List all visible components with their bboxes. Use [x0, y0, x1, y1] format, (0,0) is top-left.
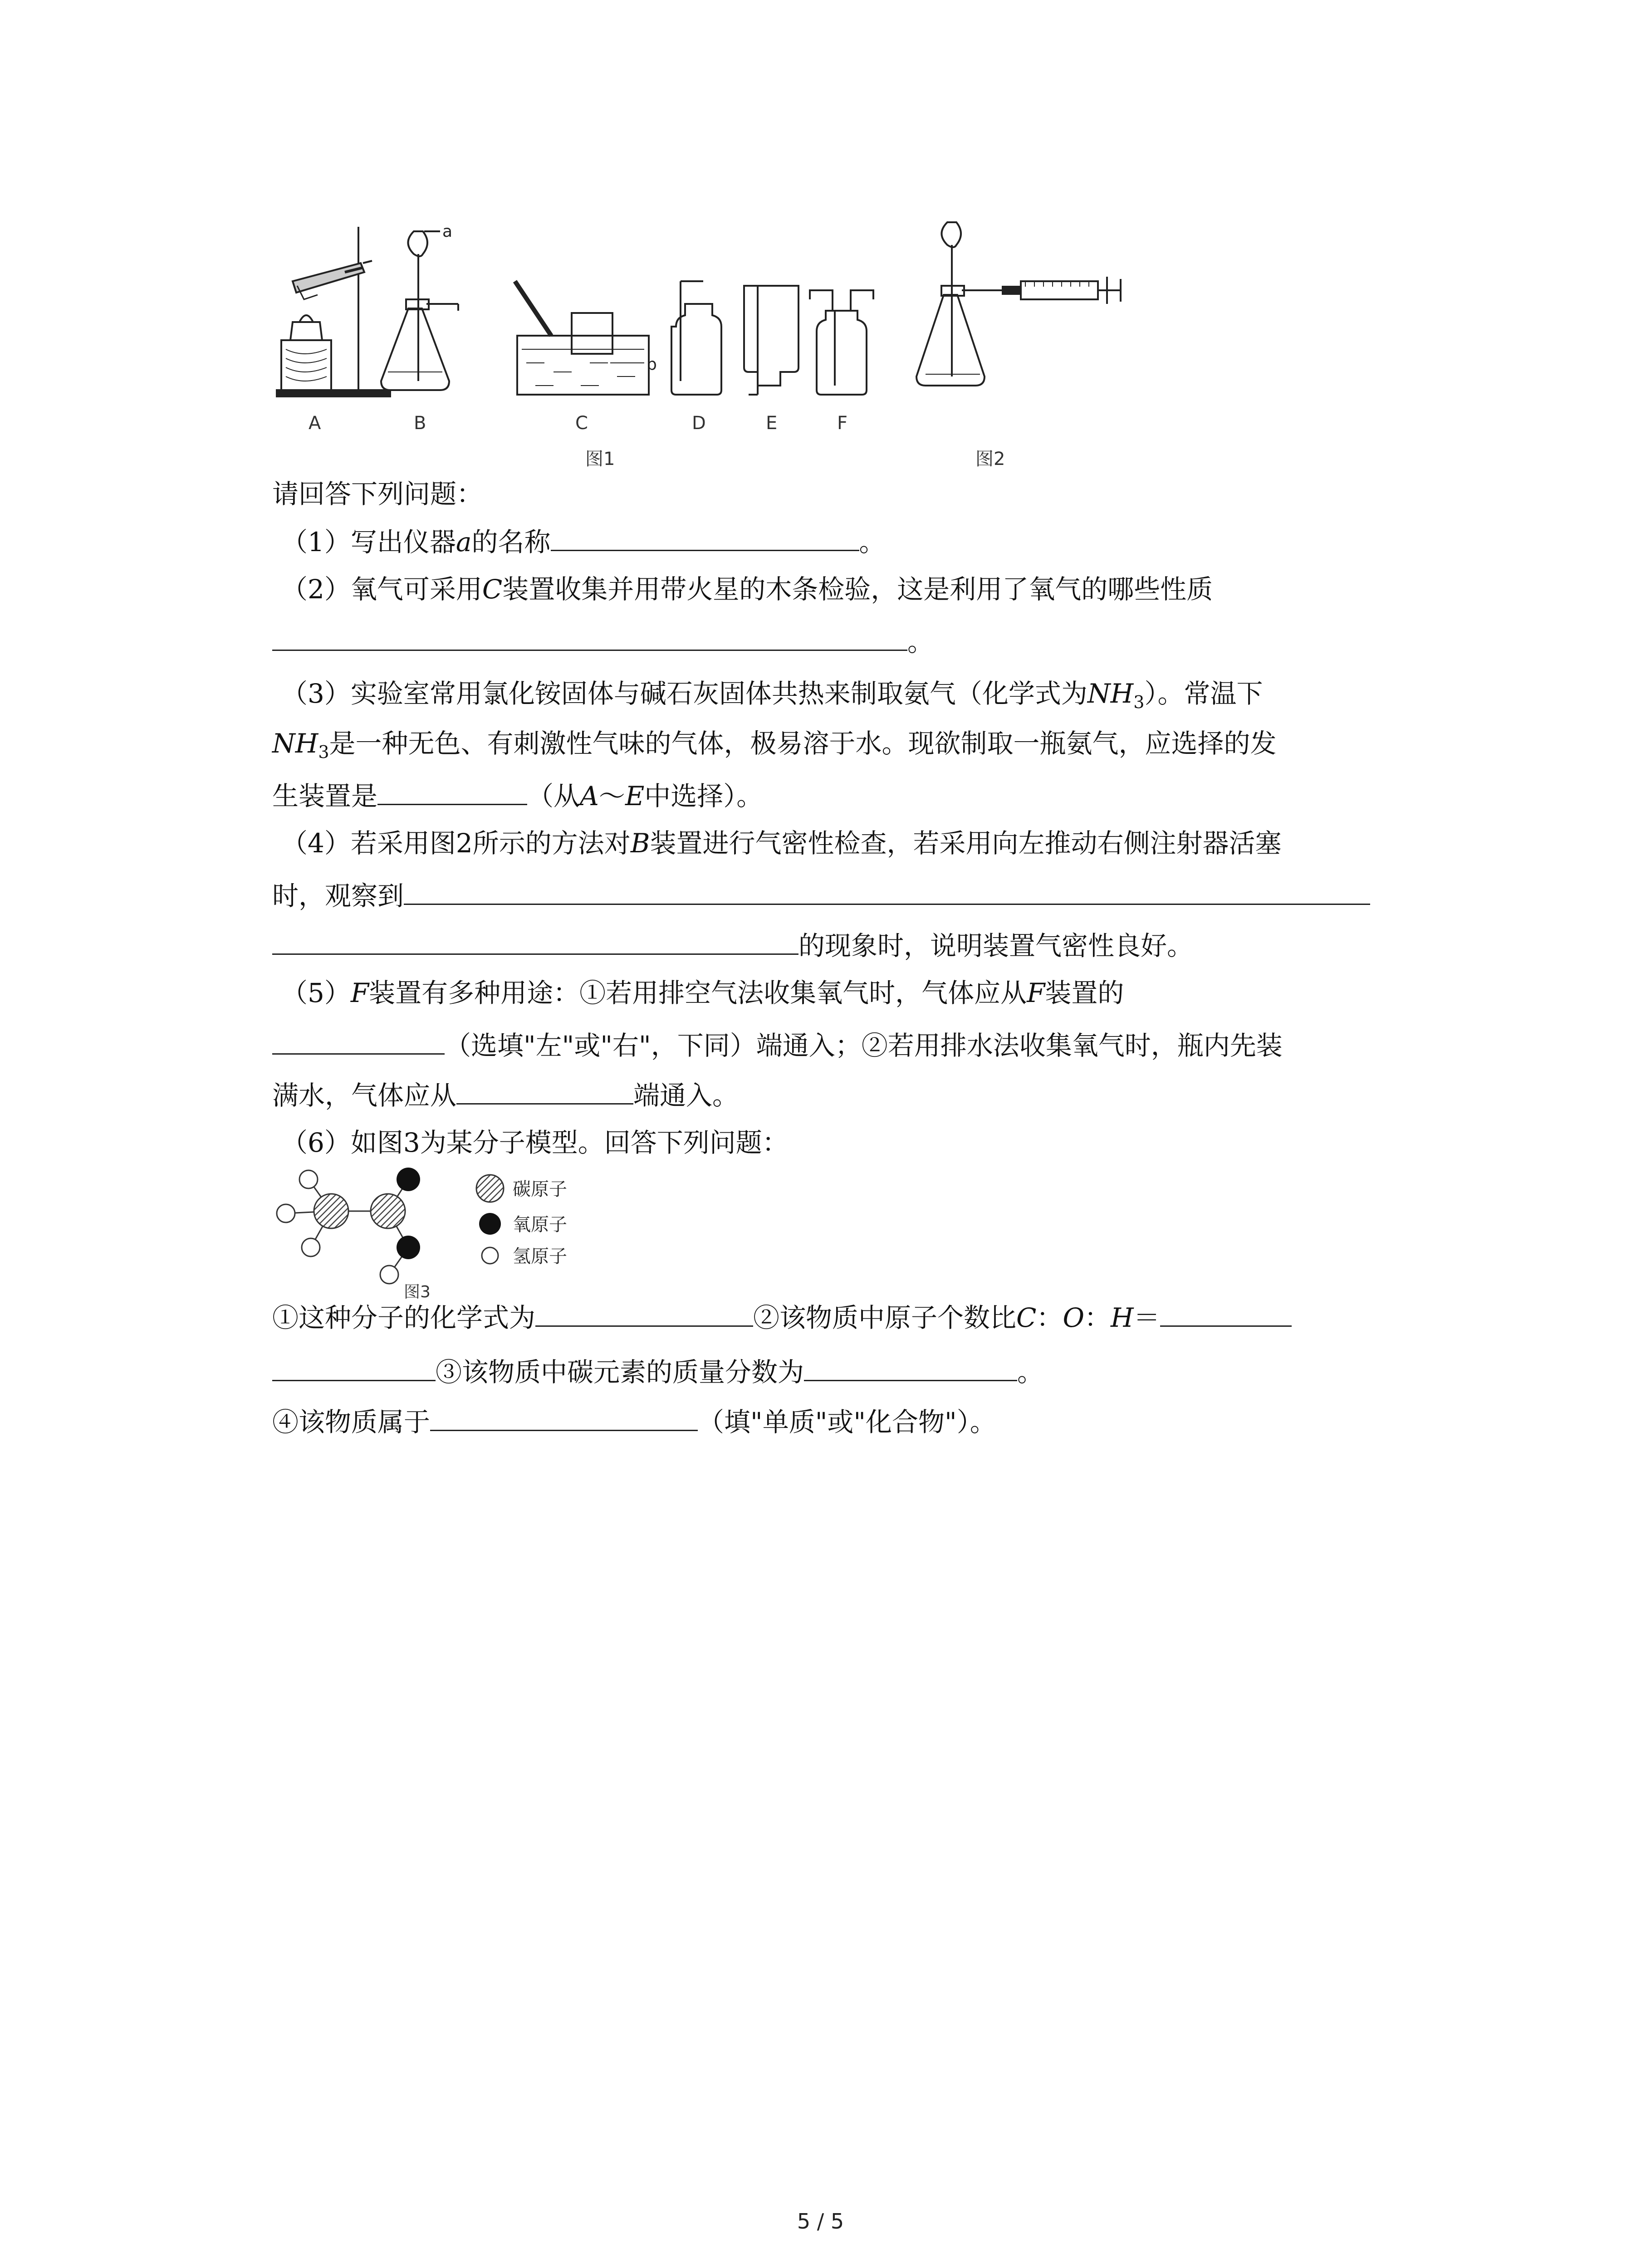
- oxygen-atom: [397, 1168, 420, 1191]
- q5-line2-text: （选填"左"或"右"，下同）端通入；②若用排水法收集氧气时，瓶内先装: [445, 1030, 1283, 1061]
- q4-answer-blank-1[interactable]: [404, 880, 1370, 905]
- apparatus-c: [515, 281, 657, 395]
- molecule-drawing: [272, 1161, 617, 1302]
- q6-sub1-text: ①这种分子的化学式为: [272, 1302, 536, 1333]
- q3-formula-2: NH: [272, 728, 318, 759]
- q5-text-mid: 装置有多种用途：①若用排空气法收集氧气时，气体应从: [369, 978, 1027, 1008]
- q6-ratio-colon-2: ：: [1084, 1302, 1111, 1333]
- apparatus-drawing: [272, 213, 1180, 467]
- q4-line2-text: 时，观察到: [272, 880, 404, 911]
- figure-2-caption: 图2: [975, 449, 1005, 469]
- question-3-line1: [272, 680, 1434, 730]
- q5-answer-blank-2[interactable]: [456, 1080, 633, 1105]
- figure-1-caption: 图1: [585, 449, 615, 469]
- q6-ratio-o: O: [1063, 1302, 1084, 1333]
- label-apparatus-b: B: [414, 413, 426, 434]
- q6-ratio-blank-2[interactable]: [272, 1356, 436, 1381]
- apparatus-b: [381, 222, 458, 390]
- q3-range-sep: ～: [598, 781, 625, 811]
- q5-var-2: F: [1027, 978, 1045, 1008]
- q3-range-start: A: [580, 781, 599, 811]
- q4-text-after: 装置进行气密性检查，若采用向左推动右侧注射器活塞: [650, 828, 1282, 859]
- q3-line3-end: 中选择）。: [644, 781, 763, 811]
- q2-var: C: [482, 574, 503, 605]
- q1-text: （1）写出仪器: [281, 527, 456, 557]
- label-apparatus-c: C: [575, 413, 588, 434]
- question-5-line1: [272, 980, 1434, 1030]
- legend-hydrogen-icon: [482, 1247, 498, 1264]
- intro-line: [272, 481, 1434, 526]
- q3-text: （3）实验室常用氯化铵固体与碱石灰固体共热来制取氨气（化学式为: [281, 678, 1087, 709]
- page-number: 5 / 5: [797, 2209, 844, 2234]
- q4-line3-text: 的现象时，说明装置气密性良好。: [798, 930, 1194, 961]
- q6-text: （6）如图3为某分子模型。回答下列问题：: [281, 1127, 789, 1158]
- question-3-line2: [272, 730, 1434, 780]
- apparatus-d: [671, 281, 721, 395]
- carbon-atom: [371, 1194, 405, 1228]
- q3-text-end: ）。常温下: [1144, 678, 1263, 709]
- q3-formula: NH: [1087, 678, 1134, 709]
- q6-classification-blank[interactable]: [430, 1406, 698, 1431]
- molecule-figure: [272, 1161, 617, 1302]
- question-4-line1: [272, 830, 1434, 880]
- q5-line3-text: 满水，气体应从: [272, 1080, 457, 1111]
- intro-text: 请回答下列问题：: [272, 479, 483, 509]
- q4-answer-blank-2[interactable]: [272, 930, 798, 955]
- q2-end: 。: [907, 626, 934, 657]
- q3-line2-text: 是一种无色、有刺激性气味的气体，极易溶于水。现欲制取一瓶氨气，应选择的发: [329, 728, 1277, 759]
- question-4-line3: [272, 930, 1434, 980]
- q6-line3: [272, 1406, 1434, 1456]
- q2-text-after: 装置收集并用带火星的木条检验，这是利用了氧气的哪些性质: [502, 574, 1213, 605]
- q5-line3-end: 端通入。: [633, 1080, 739, 1111]
- q6-formula-blank[interactable]: [535, 1302, 753, 1327]
- label-b: b: [647, 355, 657, 374]
- oxygen-atom: [397, 1236, 420, 1259]
- q5-answer-blank-1[interactable]: [272, 1030, 445, 1055]
- apparatus-f: [810, 290, 873, 395]
- question-block: [272, 481, 1434, 1179]
- q3-formula-sub: 3: [1133, 692, 1145, 712]
- figure-2-apparatus: [916, 222, 1121, 386]
- hydrogen-atom: [380, 1266, 398, 1284]
- legend-hydrogen-label: 氢原子: [513, 1246, 567, 1267]
- q6-line1: [272, 1302, 1434, 1356]
- q6-ratio-c: C: [1016, 1302, 1037, 1333]
- label-apparatus-e: E: [766, 413, 778, 434]
- question-5-line2: [272, 1030, 1434, 1080]
- q1-var: a: [456, 527, 472, 557]
- q6-mass-fraction-blank[interactable]: [804, 1356, 1017, 1381]
- legend-oxygen-icon: [479, 1213, 501, 1235]
- q3-line3-text: 生装置是: [272, 781, 378, 811]
- question-1: [272, 526, 1434, 576]
- apparatus-figures: [272, 213, 1180, 467]
- q1-end: 。: [859, 527, 886, 557]
- question-4-line2: [272, 880, 1434, 930]
- q6-ratio-blank-1[interactable]: [1160, 1302, 1292, 1327]
- q5-text: （5）: [281, 978, 351, 1008]
- label-apparatus-d: D: [692, 413, 706, 434]
- legend-carbon-icon: [476, 1175, 504, 1202]
- legend-oxygen-label: 氧原子: [513, 1214, 567, 1235]
- q2-answer-blank[interactable]: [272, 626, 907, 651]
- question-5-line3: [272, 1080, 1434, 1129]
- figure-3-caption: 图3: [404, 1283, 431, 1301]
- q3-paren: （从: [527, 781, 580, 811]
- label-apparatus-a: A: [309, 413, 321, 434]
- legend-carbon-label: 碳原子: [513, 1179, 567, 1200]
- q3-answer-blank[interactable]: [377, 780, 527, 805]
- question-2-line1: [272, 576, 1434, 626]
- q6-sub3-text: ③该物质中碳元素的质量分数为: [436, 1357, 804, 1388]
- q1-text-after: 的名称: [471, 527, 551, 557]
- q4-var: B: [630, 828, 650, 859]
- q3-formula-sub-2: 3: [318, 742, 329, 762]
- q4-text: （4）若采用图2所示的方法对: [281, 828, 631, 859]
- question-2-line2: [272, 626, 1434, 680]
- q6-line2: [272, 1356, 1434, 1406]
- q2-text: （2）氧气可采用: [281, 574, 482, 605]
- q6-sub4-text: ④该物质属于: [272, 1407, 431, 1437]
- q6-ratio-colon-1: ：: [1036, 1302, 1063, 1333]
- hydrogen-atom: [277, 1204, 295, 1222]
- q5-text-end: 装置的: [1045, 978, 1124, 1008]
- q6-ratio-eq: ＝: [1133, 1302, 1160, 1333]
- q6-sub4-after: （填"单质"或"化合物"）。: [698, 1407, 996, 1437]
- q3-range-end: E: [625, 781, 645, 811]
- apparatus-a: [277, 227, 390, 396]
- q6-sub3-end: 。: [1017, 1357, 1044, 1388]
- label-a: a: [442, 222, 453, 241]
- hydrogen-atom: [302, 1238, 320, 1256]
- q6-ratio-h: H: [1111, 1302, 1134, 1333]
- label-apparatus-f: F: [837, 413, 848, 434]
- apparatus-e: [744, 286, 798, 395]
- carbon-atom: [314, 1194, 348, 1228]
- q1-answer-blank[interactable]: [551, 526, 859, 551]
- q6-sub2-text: ②该物质中原子个数比: [753, 1302, 1017, 1333]
- question-3-line3: [272, 780, 1434, 830]
- hydrogen-atom: [299, 1170, 318, 1188]
- question-6-subquestions: [272, 1302, 1434, 1456]
- q5-var-1: F: [350, 978, 369, 1008]
